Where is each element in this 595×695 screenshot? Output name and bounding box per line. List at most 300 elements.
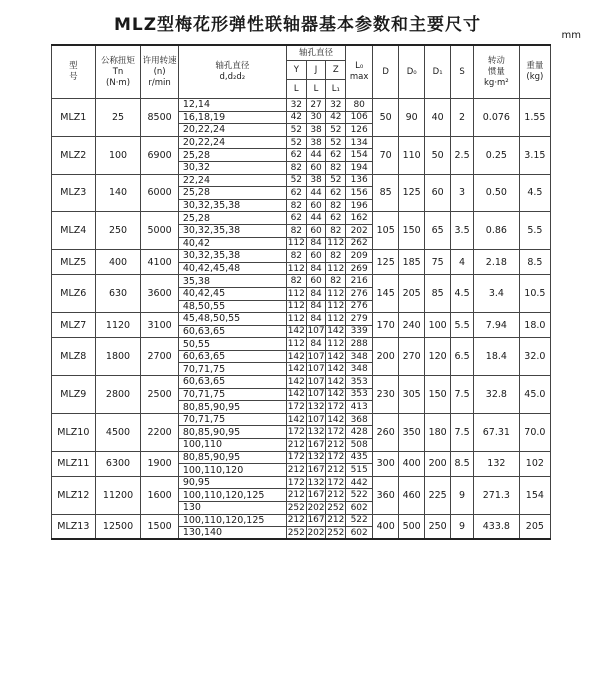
bore-diameter-cell: 20,22,24 (178, 136, 286, 149)
s-cell: 4 (451, 250, 474, 275)
d-cell: 145 (373, 275, 399, 313)
j-length-cell: 167 (307, 490, 325, 501)
table-row (52, 250, 551, 263)
inertia-cell: 0.86 (474, 212, 520, 250)
bore-diameter-cell: 40,42,45,48 (178, 262, 286, 275)
j-length-cell: 60 (306, 275, 326, 288)
l0-cell: 602 (346, 502, 373, 515)
j-length-cell: 84 (306, 237, 326, 250)
l0-cell: 508 (346, 439, 373, 452)
torque-cell: 2800 (95, 376, 141, 414)
l0-cell: 162 (346, 212, 373, 225)
j-length-cell: 84 (306, 313, 326, 326)
y-length-cell: 172 (287, 402, 305, 413)
d1-cell: 225 (425, 476, 451, 514)
header-j: J (306, 61, 326, 80)
y-length-cell: 142 (287, 351, 305, 362)
y-length-cell: 52 (286, 124, 306, 137)
bore-diameter-cell: 20,22,24 (178, 124, 286, 137)
speed-cell: 1500 (141, 514, 178, 539)
weight-cell: 8.5 (519, 250, 550, 275)
weight-cell: 154 (519, 476, 550, 514)
l0-cell: 216 (346, 275, 373, 288)
l0-cell: 279 (346, 313, 373, 326)
weight-cell: 3.15 (519, 136, 550, 174)
z-length-cell: 142 (327, 326, 345, 337)
d0-cell: 400 (399, 451, 425, 476)
d0-cell: 110 (399, 136, 425, 174)
weight-cell: 205 (519, 514, 550, 539)
model-cell: MLZ4 (52, 212, 96, 250)
l0-cell: 522 (346, 489, 373, 502)
bore-diameter-cell: 22,24 (178, 174, 286, 187)
d0-cell: 270 (399, 338, 425, 376)
inertia-cell: 433.8 (474, 514, 520, 539)
bore-diameter-cell: 30,32 (178, 161, 286, 174)
d0-cell: 350 (399, 413, 425, 451)
y-length-cell: 32 (286, 99, 306, 112)
z-length-cell: 112 (327, 301, 345, 312)
z-length-cell: 82 (326, 224, 346, 237)
y-length-cell: 212 (287, 490, 305, 501)
d-cell: 105 (373, 212, 399, 250)
y-length-cell: 212 (287, 515, 305, 526)
bore-diameter-cell: 60,63,65 (178, 376, 286, 389)
y-length-cell: 112 (287, 339, 305, 350)
d1-cell: 250 (425, 514, 451, 539)
s-cell: 3.5 (451, 212, 474, 250)
y-length-cell: 62 (286, 149, 306, 162)
z-length-cell: 42 (326, 111, 346, 124)
weight-cell: 1.55 (519, 99, 550, 137)
l0-cell: 269 (346, 262, 373, 275)
speed-cell: 4100 (141, 250, 178, 275)
d0-cell: 460 (399, 476, 425, 514)
y-length-cell: 82 (286, 161, 306, 174)
d-cell: 400 (373, 514, 399, 539)
header-speed: 许用转速 (n) r/min (141, 45, 178, 99)
j-length-cell: 44 (306, 149, 326, 162)
table-row (52, 99, 551, 112)
d-cell: 85 (373, 174, 399, 212)
j-length-cell: 44 (306, 212, 326, 225)
z-length-cell: 82 (326, 199, 346, 212)
torque-cell: 6300 (95, 451, 141, 476)
s-cell: 8.5 (451, 451, 474, 476)
j-length-cell: 27 (306, 99, 326, 112)
header-z: Z (326, 61, 346, 80)
z-length-cell: 252 (327, 527, 345, 538)
z-length-cell: 212 (327, 490, 345, 501)
l0-cell: 202 (346, 224, 373, 237)
table-row (52, 136, 551, 149)
j-length-cell: 132 (307, 477, 325, 488)
d-cell: 360 (373, 476, 399, 514)
j-length-cell: 132 (307, 402, 325, 413)
y-length-cell: 112 (287, 313, 305, 324)
d-cell: 70 (373, 136, 399, 174)
z-length-cell: 172 (327, 452, 345, 463)
torque-cell: 11200 (95, 476, 141, 514)
l0-cell: 428 (346, 426, 373, 439)
z-length-cell: 82 (326, 161, 346, 174)
y-length-cell: 82 (286, 250, 306, 263)
bore-diameter-cell: 25,28 (178, 187, 286, 200)
l0-cell: 126 (346, 124, 373, 137)
d1-cell: 50 (425, 136, 451, 174)
torque-cell: 630 (95, 275, 141, 313)
header-inertia: 转动 惯量 kg·m² (474, 45, 520, 99)
y-length-cell: 52 (286, 136, 306, 149)
bore-diameter-cell: 50,55 (178, 338, 286, 351)
z-length-cell: 172 (327, 427, 345, 438)
y-length-cell: 82 (286, 275, 306, 288)
y-length-cell: 52 (286, 174, 306, 187)
inertia-cell: 0.50 (474, 174, 520, 212)
torque-cell: 400 (95, 250, 141, 275)
model-cell: MLZ12 (52, 476, 96, 514)
bore-diameter-cell: 16,18,19 (178, 111, 286, 124)
d-cell: 125 (373, 250, 399, 275)
header-bore-diameter: 轴孔直径 d,d₂d₂ (178, 45, 286, 99)
z-length-cell: 172 (327, 477, 345, 488)
d0-cell: 500 (399, 514, 425, 539)
model-cell: MLZ3 (52, 174, 96, 212)
z-length-cell: 112 (327, 238, 345, 249)
z-length-cell: 142 (327, 351, 345, 362)
y-length-cell: 142 (287, 364, 305, 375)
y-length-cell: 172 (287, 427, 305, 438)
speed-cell: 5000 (141, 212, 178, 250)
table-row (52, 451, 551, 464)
y-length-cell: 112 (287, 238, 305, 249)
s-cell: 6.5 (451, 338, 474, 376)
header-model: 型 号 (52, 45, 96, 99)
bore-diameter-cell: 40,42,45 (178, 287, 286, 300)
s-cell: 2 (451, 99, 474, 137)
l0-cell: 154 (346, 149, 373, 162)
d0-cell: 305 (399, 376, 425, 414)
d1-cell: 100 (425, 313, 451, 338)
j-length-cell: 132 (307, 427, 325, 438)
j-length-cell: 107 (307, 351, 325, 362)
inertia-cell: 3.4 (474, 275, 520, 313)
z-length-cell: 142 (327, 389, 345, 400)
torque-cell: 1120 (95, 313, 141, 338)
l0-cell: 156 (346, 187, 373, 200)
d0-cell: 90 (399, 99, 425, 137)
bore-diameter-cell: 30,32,35,38 (178, 250, 286, 263)
l0-cell: 368 (346, 413, 373, 426)
y-length-cell: 62 (286, 187, 306, 200)
table-row (52, 376, 551, 389)
d1-cell: 65 (425, 212, 451, 250)
z-length-cell: 52 (326, 136, 346, 149)
d0-cell: 240 (399, 313, 425, 338)
bore-diameter-cell: 12,14 (178, 99, 286, 112)
header-s: S (451, 45, 474, 99)
table-body (52, 99, 551, 540)
l0-cell: 194 (346, 161, 373, 174)
j-length-cell: 84 (306, 262, 326, 275)
header-d0: D₀ (399, 45, 425, 99)
inertia-cell: 7.94 (474, 313, 520, 338)
table-row (52, 476, 551, 489)
header-weight: 重量 (kg) (519, 45, 550, 99)
header-l1: L₁ (326, 80, 346, 99)
speed-cell: 2200 (141, 413, 178, 451)
model-cell: MLZ5 (52, 250, 96, 275)
d-cell: 300 (373, 451, 399, 476)
bore-diameter-cell: 25,28 (178, 212, 286, 225)
bore-diameter-cell: 80,85,90,95 (178, 451, 286, 464)
y-length-cell: 142 (287, 326, 305, 337)
table-row (52, 338, 551, 351)
inertia-cell: 0.25 (474, 136, 520, 174)
d-cell: 230 (373, 376, 399, 414)
bore-diameter-cell: 80,85,90,95 (178, 426, 286, 439)
d1-cell: 40 (425, 99, 451, 137)
bore-diameter-cell: 30,32,35,38 (178, 224, 286, 237)
s-cell: 7.5 (451, 376, 474, 414)
j-length-cell: 107 (307, 364, 325, 375)
speed-cell: 8500 (141, 99, 178, 137)
l0-cell: 515 (346, 464, 373, 477)
page-title: MLZ型梅花形弹性联轴器基本参数和主要尺寸 (113, 15, 482, 35)
weight-cell: 18.0 (519, 313, 550, 338)
torque-cell: 1800 (95, 338, 141, 376)
y-length-cell: 212 (287, 439, 305, 450)
j-length-cell: 107 (307, 326, 325, 337)
y-length-cell: 112 (287, 263, 305, 274)
header-l: L (286, 80, 306, 99)
bore-diameter-cell: 90,95 (178, 476, 286, 489)
bore-diameter-cell: 100,110,120 (178, 464, 286, 477)
speed-cell: 1600 (141, 476, 178, 514)
weight-cell: 4.5 (519, 174, 550, 212)
inertia-cell: 2.18 (474, 250, 520, 275)
z-length-cell: 62 (326, 212, 346, 225)
l0-cell: 136 (346, 174, 373, 187)
j-length-cell: 84 (306, 287, 326, 300)
l0-cell: 262 (346, 237, 373, 250)
l0-cell: 196 (346, 199, 373, 212)
weight-cell: 32.0 (519, 338, 550, 376)
speed-cell: 2500 (141, 376, 178, 414)
bore-diameter-cell: 25,28 (178, 149, 286, 162)
l0-cell: 106 (346, 111, 373, 124)
z-length-cell: 142 (327, 414, 345, 425)
d-cell: 200 (373, 338, 399, 376)
torque-cell: 100 (95, 136, 141, 174)
d1-cell: 150 (425, 376, 451, 414)
speed-cell: 2700 (141, 338, 178, 376)
j-length-cell: 84 (306, 338, 326, 351)
table-row (52, 413, 551, 426)
model-cell: MLZ1 (52, 99, 96, 137)
table-row (52, 275, 551, 288)
l0-cell: 353 (346, 388, 373, 401)
bore-diameter-cell: 30,32,35,38 (178, 199, 286, 212)
j-length-cell: 38 (306, 136, 326, 149)
l0-cell: 276 (346, 300, 373, 313)
d1-cell: 120 (425, 338, 451, 376)
j-length-cell: 167 (307, 439, 325, 450)
z-length-cell: 212 (327, 515, 345, 526)
header-y: Y (286, 61, 306, 80)
d0-cell: 150 (399, 212, 425, 250)
z-length-cell: 112 (327, 339, 345, 350)
l0-cell: 602 (346, 527, 373, 540)
header-d: D (373, 45, 399, 99)
y-length-cell: 252 (287, 527, 305, 538)
d1-cell: 180 (425, 413, 451, 451)
inertia-cell: 32.8 (474, 376, 520, 414)
speed-cell: 3100 (141, 313, 178, 338)
l0-cell: 339 (346, 325, 373, 338)
bore-diameter-cell: 130,140 (178, 527, 286, 540)
inertia-cell: 67.31 (474, 413, 520, 451)
z-length-cell: 112 (327, 313, 345, 324)
j-length-cell: 132 (307, 452, 325, 463)
y-length-cell: 82 (286, 224, 306, 237)
bore-diameter-cell: 70,71,75 (178, 413, 286, 426)
z-length-cell: 212 (327, 439, 345, 450)
bore-diameter-cell: 60,63,65 (178, 350, 286, 363)
model-cell: MLZ10 (52, 413, 96, 451)
bore-diameter-cell: 100,110 (178, 439, 286, 452)
j-length-cell: 107 (307, 414, 325, 425)
l0-cell: 276 (346, 287, 373, 300)
z-length-cell: 112 (327, 288, 345, 299)
y-length-cell: 82 (286, 199, 306, 212)
table-row (52, 212, 551, 225)
l0-cell: 80 (346, 99, 373, 112)
weight-cell: 70.0 (519, 413, 550, 451)
z-length-cell: 142 (327, 364, 345, 375)
j-length-cell: 84 (306, 300, 326, 313)
z-length-cell: 52 (326, 174, 346, 187)
header-d1: D₁ (425, 45, 451, 99)
speed-cell: 6000 (141, 174, 178, 212)
table-row (52, 174, 551, 187)
z-length-cell: 82 (326, 275, 346, 288)
header-l-j: L (306, 80, 326, 99)
z-length-cell: 62 (326, 187, 346, 200)
weight-cell: 102 (519, 451, 550, 476)
j-length-cell: 60 (306, 250, 326, 263)
z-length-cell: 142 (327, 376, 345, 387)
bore-diameter-cell: 35,38 (178, 275, 286, 288)
bore-diameter-cell: 70,71,75 (178, 363, 286, 376)
table-row (52, 313, 551, 326)
bore-diameter-cell: 80,85,90,95 (178, 401, 286, 414)
z-length-cell: 62 (326, 149, 346, 162)
z-length-cell: 112 (327, 263, 345, 274)
s-cell: 7.5 (451, 413, 474, 451)
header-torque: 公称扭矩 Tn (N·m) (95, 45, 141, 99)
d0-cell: 205 (399, 275, 425, 313)
y-length-cell: 212 (287, 465, 305, 476)
s-cell: 9 (451, 476, 474, 514)
z-length-cell: 32 (326, 99, 346, 112)
bore-diameter-cell: 40,42 (178, 237, 286, 250)
torque-cell: 250 (95, 212, 141, 250)
d1-cell: 85 (425, 275, 451, 313)
l0-cell: 348 (346, 350, 373, 363)
bore-diameter-cell: 60,63,65 (178, 325, 286, 338)
l0-cell: 413 (346, 401, 373, 414)
z-length-cell: 212 (327, 465, 345, 476)
bore-diameter-cell: 130 (178, 502, 286, 515)
l0-cell: 209 (346, 250, 373, 263)
s-cell: 5.5 (451, 313, 474, 338)
z-length-cell: 172 (327, 402, 345, 413)
j-length-cell: 30 (306, 111, 326, 124)
j-length-cell: 60 (306, 199, 326, 212)
model-cell: MLZ9 (52, 376, 96, 414)
s-cell: 2.5 (451, 136, 474, 174)
parameter-table (51, 44, 551, 540)
l0-cell: 522 (346, 514, 373, 527)
torque-cell: 140 (95, 174, 141, 212)
table-row (52, 514, 551, 527)
model-cell: MLZ11 (52, 451, 96, 476)
inertia-cell: 271.3 (474, 476, 520, 514)
y-length-cell: 42 (286, 111, 306, 124)
d1-cell: 60 (425, 174, 451, 212)
l0-cell: 288 (346, 338, 373, 351)
y-length-cell: 142 (287, 414, 305, 425)
bore-diameter-cell: 45,48,50,55 (178, 313, 286, 326)
d-cell: 170 (373, 313, 399, 338)
s-cell: 3 (451, 174, 474, 212)
l0-cell: 353 (346, 376, 373, 389)
y-length-cell: 252 (287, 502, 305, 513)
header-bore-length: 轴孔直径 (286, 45, 345, 61)
header-l0: L₀ max (346, 45, 373, 99)
model-cell: MLZ2 (52, 136, 96, 174)
l0-cell: 442 (346, 476, 373, 489)
j-length-cell: 202 (307, 527, 325, 538)
j-length-cell: 167 (307, 465, 325, 476)
y-length-cell: 112 (287, 288, 305, 299)
y-length-cell: 112 (287, 301, 305, 312)
model-cell: MLZ13 (52, 514, 96, 539)
d1-cell: 200 (425, 451, 451, 476)
inertia-cell: 132 (474, 451, 520, 476)
torque-cell: 4500 (95, 413, 141, 451)
j-length-cell: 202 (307, 502, 325, 513)
j-length-cell: 107 (307, 376, 325, 387)
d-cell: 50 (373, 99, 399, 137)
weight-cell: 5.5 (519, 212, 550, 250)
s-cell: 4.5 (451, 275, 474, 313)
j-length-cell: 60 (306, 224, 326, 237)
y-length-cell: 172 (287, 477, 305, 488)
bore-diameter-cell: 70,71,75 (178, 388, 286, 401)
model-cell: MLZ6 (52, 275, 96, 313)
unit-label: mm (561, 30, 581, 41)
d1-cell: 75 (425, 250, 451, 275)
z-length-cell: 52 (326, 124, 346, 137)
j-length-cell: 44 (306, 187, 326, 200)
bore-diameter-cell: 100,110,120,125 (178, 514, 286, 527)
model-cell: MLZ8 (52, 338, 96, 376)
weight-cell: 10.5 (519, 275, 550, 313)
d0-cell: 125 (399, 174, 425, 212)
inertia-cell: 0.076 (474, 99, 520, 137)
